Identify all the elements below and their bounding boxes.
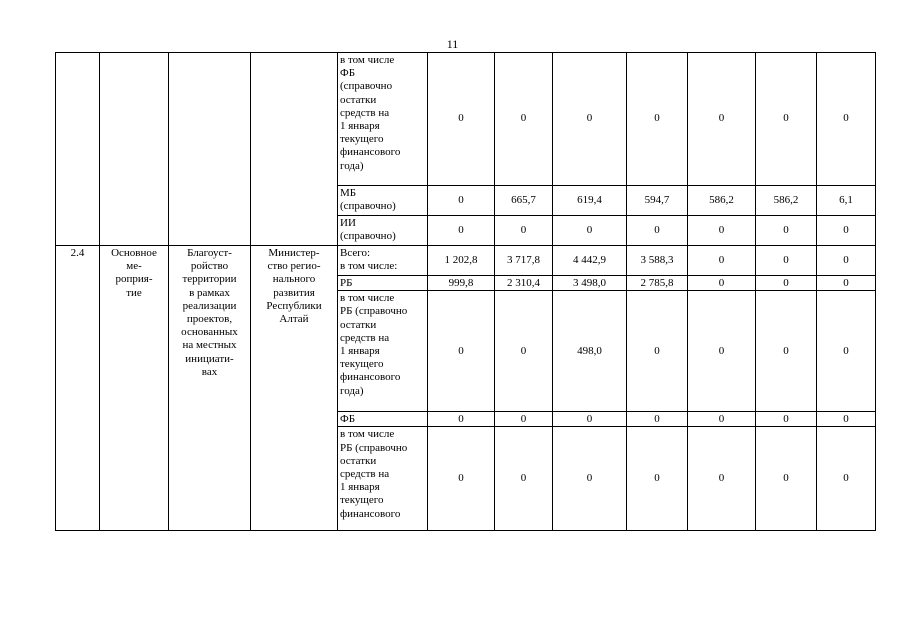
number-cell <box>56 53 100 246</box>
value-cell: 0 <box>553 53 627 186</box>
value-cell: 0 <box>428 53 495 186</box>
value-cell: 498,0 <box>553 291 627 412</box>
item-number: 2.4 <box>56 246 100 531</box>
value-cell: 0 <box>688 427 756 531</box>
value-cell: 0 <box>627 53 688 186</box>
value-cell: 0 <box>817 276 876 291</box>
budget-table <box>55 52 876 531</box>
value-cell: 3 717,8 <box>495 246 553 276</box>
value-cell: 0 <box>495 412 553 427</box>
value-cell: 0 <box>756 412 817 427</box>
executor-cell <box>251 53 338 246</box>
item-executor: Министер- ство регио- нального развития Республики Алтай <box>251 246 338 531</box>
source-cell: РБ <box>338 276 428 291</box>
value-cell: 0 <box>756 427 817 531</box>
value-cell: 0 <box>627 412 688 427</box>
value-cell: 0 <box>428 412 495 427</box>
value-cell: 2 310,4 <box>495 276 553 291</box>
value-cell: 665,7 <box>495 186 553 216</box>
value-cell: 0 <box>688 291 756 412</box>
type-cell <box>100 53 169 246</box>
value-cell: 6,1 <box>817 186 876 216</box>
value-cell: 2 785,8 <box>627 276 688 291</box>
item-name: Благоуст- ройство территории в рамках реализации проектов, основанных на местных инициати- вах <box>169 246 251 531</box>
value-cell: 0 <box>428 216 495 246</box>
value-cell: 0 <box>627 291 688 412</box>
value-cell: 0 <box>817 216 876 246</box>
value-cell: 0 <box>553 216 627 246</box>
value-cell: 0 <box>688 412 756 427</box>
item-type: Основное ме- роприя- тие <box>100 246 169 531</box>
value-cell: 0 <box>817 53 876 186</box>
table-row <box>56 53 876 186</box>
value-cell: 619,4 <box>553 186 627 216</box>
value-cell: 586,2 <box>756 186 817 216</box>
value-cell: 3 588,3 <box>627 246 688 276</box>
value-cell: 0 <box>495 291 553 412</box>
source-cell: в том числе ФБ (справочно остатки средств на 1 января текущего финансового года) <box>338 53 428 186</box>
value-cell: 1 202,8 <box>428 246 495 276</box>
value-cell: 0 <box>756 291 817 412</box>
value-cell: 0 <box>495 216 553 246</box>
value-cell: 0 <box>428 291 495 412</box>
value-cell: 0 <box>627 216 688 246</box>
value-cell: 0 <box>495 427 553 531</box>
value-cell: 0 <box>688 246 756 276</box>
value-cell: 0 <box>688 53 756 186</box>
page-number: 11 <box>446 37 459 51</box>
value-cell: 0 <box>817 291 876 412</box>
value-cell: 0 <box>817 246 876 276</box>
value-cell: 0 <box>817 427 876 531</box>
value-cell: 0 <box>428 427 495 531</box>
value-cell: 0 <box>553 412 627 427</box>
value-cell: 0 <box>756 53 817 186</box>
value-cell: 0 <box>688 216 756 246</box>
value-cell: 594,7 <box>627 186 688 216</box>
value-cell: 0 <box>553 427 627 531</box>
value-cell: 0 <box>756 216 817 246</box>
source-cell: Всего: в том числе: <box>338 246 428 276</box>
value-cell: 0 <box>688 276 756 291</box>
value-cell: 0 <box>756 246 817 276</box>
value-cell: 4 442,9 <box>553 246 627 276</box>
source-cell: МБ (справочно) <box>338 186 428 216</box>
value-cell: 999,8 <box>428 276 495 291</box>
value-cell: 0 <box>428 186 495 216</box>
name-cell <box>169 53 251 246</box>
source-cell: в том числе РБ (справочно остатки средств на 1 января текущего финансового года) <box>338 291 428 412</box>
value-cell: 0 <box>817 412 876 427</box>
value-cell: 0 <box>627 427 688 531</box>
source-cell: ИИ (справочно) <box>338 216 428 246</box>
table-row <box>56 246 876 276</box>
value-cell: 0 <box>495 53 553 186</box>
value-cell: 0 <box>756 276 817 291</box>
source-cell: ФБ <box>338 412 428 427</box>
source-cell: в том числе РБ (справочно остатки средств на 1 января текущего финансового <box>338 427 428 531</box>
value-cell: 586,2 <box>688 186 756 216</box>
value-cell: 3 498,0 <box>553 276 627 291</box>
